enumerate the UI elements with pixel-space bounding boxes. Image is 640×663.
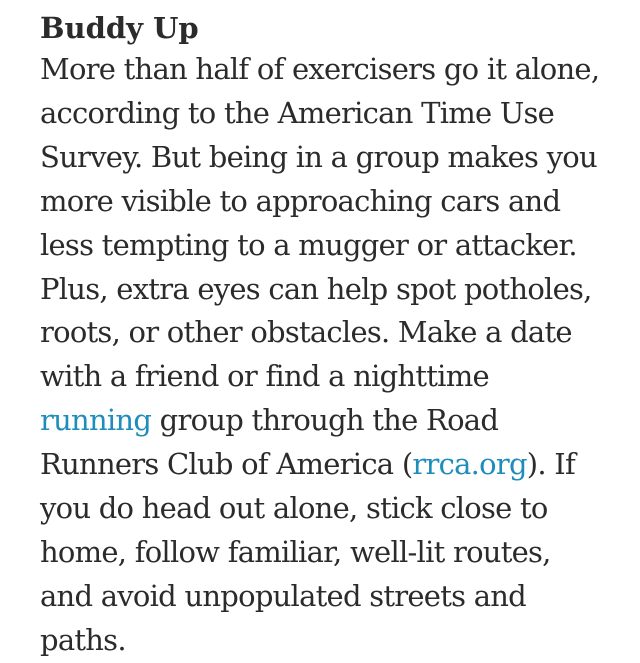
body-line: less tempting to a mugger or attacker. <box>40 227 577 262</box>
body-line: and avoid unpopulated streets and <box>40 578 526 613</box>
body-line: home, follow familiar, well-lit routes, <box>40 534 551 569</box>
body-line: according to the American Time Use <box>40 95 555 130</box>
body-line: with a friend or find a nighttime <box>40 359 489 394</box>
body-line: Survey. But being in a group makes you <box>40 139 597 174</box>
body-line: paths. <box>40 622 126 657</box>
article-section <box>40 8 620 663</box>
body-text: Runners Club of America ( <box>40 447 413 482</box>
article-body <box>40 48 620 663</box>
body-line: more visible to approaching cars and <box>40 183 561 218</box>
body-line <box>40 443 620 487</box>
body-line: roots, or other obstacles. Make a date <box>40 315 572 350</box>
body-text: group through the Road <box>151 403 499 438</box>
body-line <box>40 399 620 443</box>
section-heading: Buddy Up <box>40 11 199 45</box>
body-line: you do head out alone, stick close to <box>40 491 548 526</box>
body-line: More than half of exercisers go it alone, <box>40 52 600 86</box>
running-link[interactable]: running <box>40 403 152 438</box>
body-text: ). If <box>526 447 575 482</box>
rrca-link[interactable]: rrca.org <box>412 447 527 482</box>
body-line: Plus, extra eyes can help spot potholes, <box>40 271 592 306</box>
